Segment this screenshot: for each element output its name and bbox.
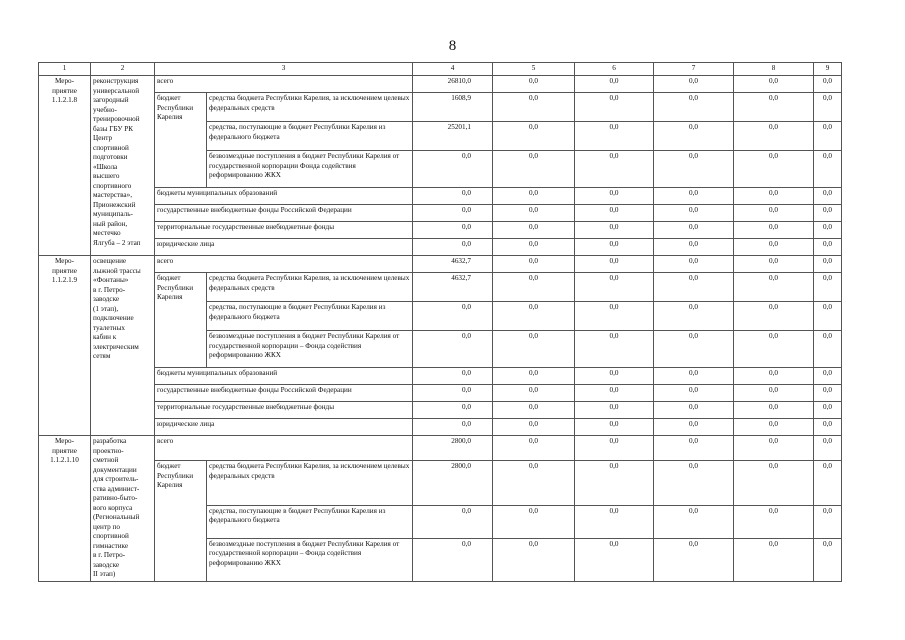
table-row xyxy=(39,419,842,436)
value-cell: 0,0 xyxy=(493,273,575,302)
value-cell: 0,0 xyxy=(814,151,842,188)
header-cell: 9 xyxy=(814,63,842,76)
value-cell: 0,0 xyxy=(814,122,842,151)
measure-name: освещение лыжной трассы «Фонтаны» в г. Петро- заводске (1 этап), подключение туалетных кабин к электрическим сетям xyxy=(91,256,155,436)
value-cell: 0,0 xyxy=(575,239,654,256)
value-cell: 0,0 xyxy=(734,93,814,122)
value-cell: 0,0 xyxy=(575,368,654,385)
funding-source-label: средства, поступающие в бюджет Республики Карелия из федерального бюджета xyxy=(207,122,413,151)
funding-source-label: юридические лица xyxy=(155,239,413,256)
value-cell: 0,0 xyxy=(493,122,575,151)
value-cell: 0,0 xyxy=(575,436,654,461)
funding-source-label: средства, поступающие в бюджет Республики Карелия из федерального бюджета xyxy=(207,302,413,331)
value-cell: 0,0 xyxy=(654,538,734,581)
value-cell: 0,0 xyxy=(575,93,654,122)
value-cell: 0,0 xyxy=(734,302,814,331)
value-cell: 0,0 xyxy=(654,256,734,273)
value-cell: 0,0 xyxy=(493,331,575,368)
row-label-total: всего xyxy=(155,76,413,93)
budget-source-label: бюджет Республики Карелия xyxy=(155,93,207,188)
value-cell: 0,0 xyxy=(493,419,575,436)
budget-source-label: бюджет Республики Карелия xyxy=(155,461,207,582)
value-cell: 0,0 xyxy=(493,188,575,205)
measure-code: Меро- приятие 1.1.2.1.10 xyxy=(39,436,91,582)
value-cell: 0,0 xyxy=(734,205,814,222)
value-cell: 0,0 xyxy=(413,239,493,256)
value-cell: 0,0 xyxy=(734,436,814,461)
value-cell: 0,0 xyxy=(734,256,814,273)
measure-code: Меро- приятие 1.1.2.1.9 xyxy=(39,256,91,436)
funding-source-label: бюджеты муниципальных образований xyxy=(155,188,413,205)
value-cell: 0,0 xyxy=(575,385,654,402)
value-cell: 0,0 xyxy=(413,505,493,538)
value-cell: 0,0 xyxy=(654,239,734,256)
value-cell: 0,0 xyxy=(734,402,814,419)
value-cell: 0,0 xyxy=(734,385,814,402)
value-cell: 0,0 xyxy=(734,419,814,436)
value-cell: 0,0 xyxy=(575,76,654,93)
funding-source-label: средства бюджета Республики Карелия, за исключением целевых федеральных средств xyxy=(207,273,413,302)
table-row xyxy=(39,436,842,461)
value-cell: 2800,0 xyxy=(413,436,493,461)
header-cell: 2 xyxy=(91,63,155,76)
value-cell: 0,0 xyxy=(654,505,734,538)
value-cell: 0,0 xyxy=(575,222,654,239)
value-cell: 0,0 xyxy=(575,273,654,302)
value-cell: 0,0 xyxy=(654,273,734,302)
value-cell: 0,0 xyxy=(814,385,842,402)
value-cell: 0,0 xyxy=(734,222,814,239)
value-cell: 0,0 xyxy=(814,461,842,506)
row-label-total: всего xyxy=(155,436,413,461)
value-cell: 0,0 xyxy=(654,368,734,385)
value-cell: 0,0 xyxy=(493,222,575,239)
value-cell: 0,0 xyxy=(575,302,654,331)
table-row xyxy=(39,188,842,205)
funding-source-label: безвозмездные поступления в бюджет Республики Карелия от государственной корпорации Фонда содействия реформированию ЖКХ xyxy=(207,151,413,188)
value-cell: 0,0 xyxy=(814,76,842,93)
value-cell: 0,0 xyxy=(654,122,734,151)
value-cell: 0,0 xyxy=(413,385,493,402)
value-cell: 0,0 xyxy=(413,402,493,419)
value-cell: 0,0 xyxy=(493,93,575,122)
value-cell: 0,0 xyxy=(654,302,734,331)
value-cell: 0,0 xyxy=(814,188,842,205)
funding-source-label: юридические лица xyxy=(155,419,413,436)
table-row xyxy=(39,256,842,273)
header-cell: 1 xyxy=(39,63,91,76)
value-cell: 4632,7 xyxy=(413,273,493,302)
header-cell: 7 xyxy=(654,63,734,76)
value-cell: 0,0 xyxy=(575,402,654,419)
value-cell: 0,0 xyxy=(814,402,842,419)
value-cell: 0,0 xyxy=(575,505,654,538)
value-cell: 0,0 xyxy=(814,505,842,538)
table-row xyxy=(39,76,842,93)
header-cell: 5 xyxy=(493,63,575,76)
funding-source-label: безвозмездные поступления в бюджет Республики Карелия от государственной корпорации – Фонда содействия реформированию ЖКХ xyxy=(207,331,413,368)
table-row xyxy=(39,402,842,419)
value-cell: 0,0 xyxy=(654,76,734,93)
value-cell: 0,0 xyxy=(734,538,814,581)
value-cell: 0,0 xyxy=(493,205,575,222)
funding-source-label: территориальные государственные внебюджетные фонды xyxy=(155,402,413,419)
value-cell: 1608,9 xyxy=(413,93,493,122)
value-cell: 0,0 xyxy=(493,436,575,461)
value-cell: 0,0 xyxy=(575,151,654,188)
value-cell: 25201,1 xyxy=(413,122,493,151)
value-cell: 0,0 xyxy=(575,188,654,205)
page-number: 8 xyxy=(448,38,457,54)
value-cell: 0,0 xyxy=(734,461,814,506)
table-header xyxy=(39,63,842,76)
value-cell: 0,0 xyxy=(413,368,493,385)
value-cell: 0,0 xyxy=(814,93,842,122)
funding-source-label: государственные внебюджетные фонды Российской Федерации xyxy=(155,385,413,402)
funding-source-label: бюджеты муниципальных образований xyxy=(155,368,413,385)
value-cell: 0,0 xyxy=(654,93,734,122)
value-cell: 0,0 xyxy=(734,505,814,538)
value-cell: 0,0 xyxy=(493,505,575,538)
funding-source-label: территориальные государственные внебюджетные фонды xyxy=(155,222,413,239)
value-cell: 0,0 xyxy=(413,331,493,368)
budget-table xyxy=(38,62,842,582)
value-cell: 0,0 xyxy=(814,368,842,385)
value-cell: 0,0 xyxy=(654,205,734,222)
value-cell: 0,0 xyxy=(734,368,814,385)
value-cell: 0,0 xyxy=(493,151,575,188)
table-row xyxy=(39,385,842,402)
value-cell: 0,0 xyxy=(575,256,654,273)
value-cell: 0,0 xyxy=(814,419,842,436)
value-cell: 0,0 xyxy=(654,402,734,419)
value-cell: 0,0 xyxy=(734,188,814,205)
value-cell: 0,0 xyxy=(734,273,814,302)
value-cell: 0,0 xyxy=(734,331,814,368)
funding-source-label: средства бюджета Республики Карелия, за исключением целевых федеральных средств xyxy=(207,93,413,122)
value-cell: 0,0 xyxy=(814,239,842,256)
value-cell: 0,0 xyxy=(493,402,575,419)
value-cell: 0,0 xyxy=(814,273,842,302)
value-cell: 0,0 xyxy=(413,419,493,436)
value-cell: 0,0 xyxy=(814,205,842,222)
funding-source-label: безвозмездные поступления в бюджет Республики Карелия от государственной корпорации – Фонда содействия реформированию ЖКХ xyxy=(207,538,413,581)
value-cell: 2800,0 xyxy=(413,461,493,506)
value-cell: 0,0 xyxy=(575,331,654,368)
measure-name: разработка проектно- сметной документации для строитель- ства админист- ративно-быто- вого корпуса (Региональный центр по спортивной гимнастике в г. Петро- заводске II этап) xyxy=(91,436,155,582)
value-cell: 0,0 xyxy=(654,385,734,402)
table-row xyxy=(39,368,842,385)
measure-name: реконструкция универсальной загородный учебно- тренировочной базы ГБУ РК Центр спортивной подготовки «Школа высшего спортивного мастерства», Прионежский муниципаль- ный район, местечко Ялгуба – 2 этап xyxy=(91,76,155,256)
table-row xyxy=(39,205,842,222)
measure-code: Меро- приятие 1.1.2.1.8 xyxy=(39,76,91,256)
funding-source-label: средства бюджета Республики Карелия, за исключением целевых федеральных средств xyxy=(207,461,413,506)
value-cell: 0,0 xyxy=(493,461,575,506)
value-cell: 0,0 xyxy=(814,302,842,331)
value-cell: 0,0 xyxy=(734,122,814,151)
budget-source-label: бюджет Республики Карелия xyxy=(155,273,207,368)
value-cell: 0,0 xyxy=(413,302,493,331)
value-cell: 26810,0 xyxy=(413,76,493,93)
value-cell: 0,0 xyxy=(654,331,734,368)
table-row xyxy=(39,273,842,302)
value-cell: 0,0 xyxy=(413,205,493,222)
value-cell: 0,0 xyxy=(654,419,734,436)
value-cell: 0,0 xyxy=(493,76,575,93)
value-cell: 0,0 xyxy=(493,368,575,385)
value-cell: 0,0 xyxy=(575,419,654,436)
funding-source-label: государственные внебюджетные фонды Российской Федерации xyxy=(155,205,413,222)
value-cell: 0,0 xyxy=(654,222,734,239)
value-cell: 0,0 xyxy=(413,151,493,188)
value-cell: 0,0 xyxy=(493,385,575,402)
value-cell: 0,0 xyxy=(654,461,734,506)
value-cell: 0,0 xyxy=(654,151,734,188)
table-row xyxy=(39,239,842,256)
value-cell: 0,0 xyxy=(734,76,814,93)
value-cell: 0,0 xyxy=(493,239,575,256)
value-cell: 0,0 xyxy=(493,302,575,331)
table-row xyxy=(39,93,842,122)
table-row xyxy=(39,222,842,239)
value-cell: 0,0 xyxy=(575,461,654,506)
header-cell: 6 xyxy=(575,63,654,76)
header-cell: 8 xyxy=(734,63,814,76)
value-cell: 0,0 xyxy=(654,188,734,205)
value-cell: 0,0 xyxy=(734,151,814,188)
value-cell: 0,0 xyxy=(734,239,814,256)
value-cell: 0,0 xyxy=(814,436,842,461)
value-cell: 0,0 xyxy=(575,122,654,151)
value-cell: 0,0 xyxy=(575,205,654,222)
value-cell: 0,0 xyxy=(493,256,575,273)
value-cell: 0,0 xyxy=(654,436,734,461)
value-cell: 0,0 xyxy=(413,188,493,205)
value-cell: 0,0 xyxy=(493,538,575,581)
funding-source-label: средства, поступающие в бюджет Республики Карелия из федерального бюджета xyxy=(207,505,413,538)
value-cell: 4632,7 xyxy=(413,256,493,273)
row-label-total: всего xyxy=(155,256,413,273)
value-cell: 0,0 xyxy=(413,538,493,581)
value-cell: 0,0 xyxy=(413,222,493,239)
header-cell: 4 xyxy=(413,63,493,76)
table-row xyxy=(39,461,842,506)
value-cell: 0,0 xyxy=(814,538,842,581)
value-cell: 0,0 xyxy=(814,256,842,273)
header-cell: 3 xyxy=(155,63,413,76)
value-cell: 0,0 xyxy=(814,222,842,239)
value-cell: 0,0 xyxy=(814,331,842,368)
value-cell: 0,0 xyxy=(575,538,654,581)
